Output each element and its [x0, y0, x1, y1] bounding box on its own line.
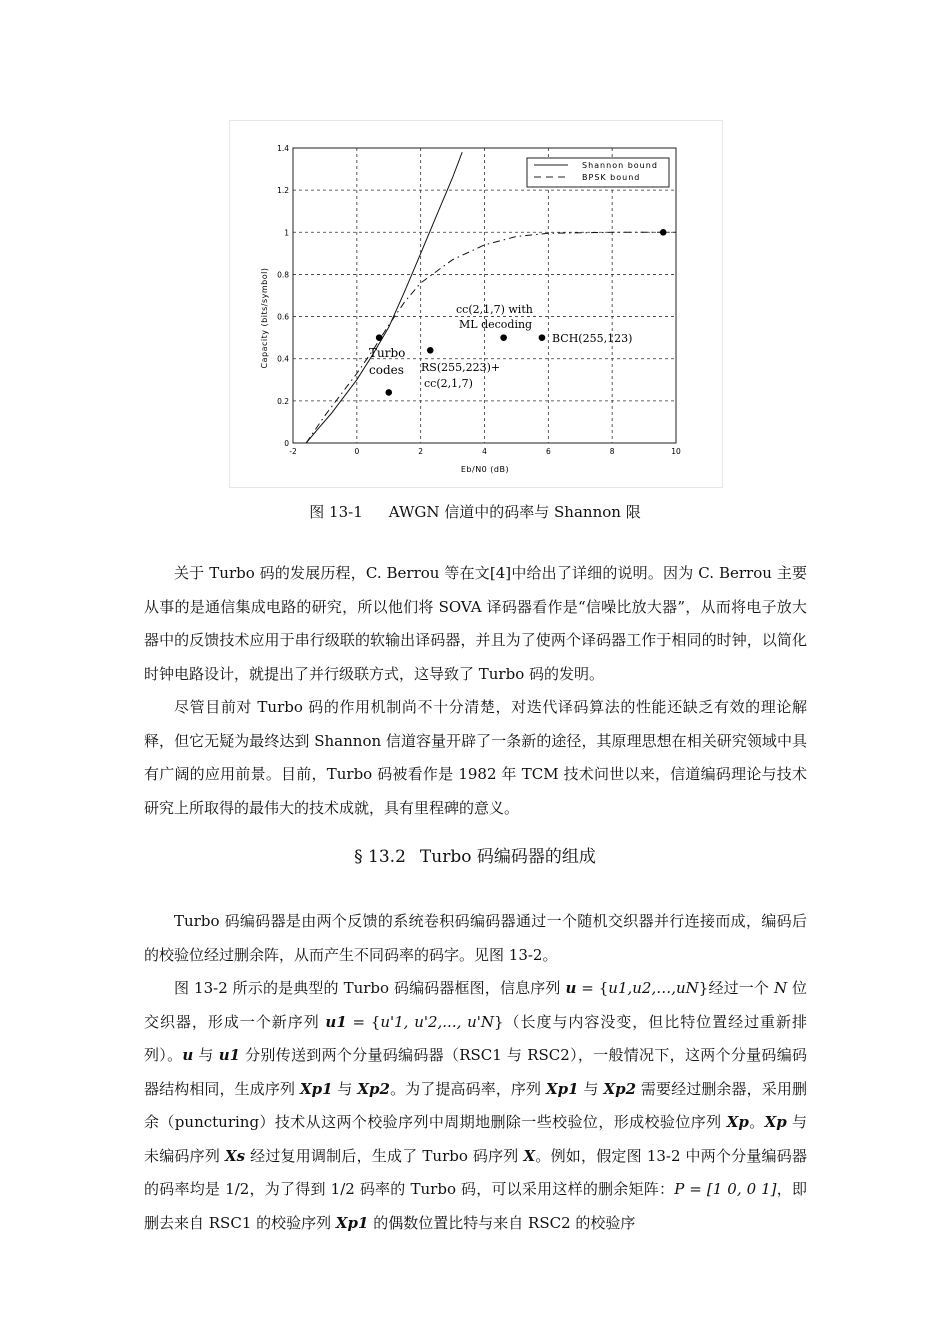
x-tick-label: 6 [545, 447, 551, 456]
symbol-u: u [565, 979, 577, 997]
y-tick-label: 0.8 [277, 270, 289, 280]
x-tick-label: 2 [418, 447, 424, 456]
x-tick-label: 10 [671, 447, 681, 456]
annotation-rs: RS(255,223)+ [421, 361, 501, 374]
paragraph-encoder-intro: Turbo 码编码器是由两个反馈的系统卷积码编码器通过一个随机交织器并行连接而成，编码后的校验位经过删余阵，从而产生不同码率的码字。见图 13-2。 [144, 912, 807, 964]
puncture-matrix: P = [1 0, 0 1] [674, 1180, 777, 1198]
symbol-N: N [773, 979, 788, 997]
symbol-x: X [523, 1146, 536, 1165]
legend [527, 158, 669, 187]
sequence-u: u1,u2,…,uN [608, 979, 699, 997]
annotation-codes: codes [369, 363, 404, 377]
paragraph-encoder-detail: 图 13-2 所示的是典型的 Turbo 码编码器框图，信息序列 u = {u1,u2,…,uN}经过一个 N 位交织器，形成一个新序列 u1 = {u'1, u'2,..., u'N}（长度与内容没变，但比特位置经过重新排列）。u 与 u1 分别传送到两个分量码编码器（RSC1 与 RSC2），一般情况下，这两个分量码编码器结构相同，生成序列 Xp1 与 Xp2。为了提高码率，序列 Xp1 与 Xp2 需要经过删余器，采用删余（puncturing）技术从这两个校验序列中周期地删除一些校验位，形成校验位序列 Xp。Xp 与未编码序列 Xs 经过复用调制后，生成了 Turbo 码序列 X。例如，假定图 13-2 中两个分量编码器的码率均是 1/2，为了得到 1/2 码率的 Turbo 码，可以采用这样的删余矩阵：P = [1 0, 0 1]，即删去来自 RSC1 的校验序列 Xp1 的偶数位置比特与来自 RSC2 的校验序 [144, 979, 807, 1232]
paragraph-significance: 尽管目前对 Turbo 码的作用机制尚不十分清楚，对迭代译码算法的性能还缺乏有效的理论解释，但它无疑为最终达到 Shannon 信道容量开辟了一条新的途径，其原理思想在相关研究领域中具有广阔的应用前景。目前，Turbo 码被看作是 1982 年 TCM 技术问世以来，信道编码理论与技术研究上所取得的最伟大的技术成就，具有里程碑的意义。 [144, 698, 807, 817]
data-point [427, 347, 434, 354]
y-tick-label: 1 [284, 228, 289, 238]
chart-grid [293, 148, 676, 443]
annotation-turbo: Turbo [369, 346, 406, 360]
data-point [376, 334, 383, 341]
paragraph-history: 关于 Turbo 码的发展历程，C. Berrou 等在文[4]中给出了详细的说明。因为 C. Berrou 主要从事的是通信集成电路的研究，所以他们将 SOVA 译码器看作是“信噪比放大器”，从而将电子放大器中的反馈技术应用于串行级联的软输出译码器，并且为了使两个译码器工作于相同的时钟，以简化时钟电路设计，就提出了并行级联方式，这导致了 Turbo 码的发明。 [144, 564, 807, 683]
sequence-u1: u'1, u'2,..., u'N [380, 1012, 495, 1031]
legend-bpsk: BPSK bound [582, 173, 641, 182]
data-point [385, 389, 392, 396]
x-axis-label: Eb/N0 (dB) [460, 465, 510, 474]
capacity-chart [230, 121, 722, 487]
y-tick-label: 1.4 [277, 144, 289, 153]
y-tick-label: 0.6 [277, 312, 289, 322]
data-point [539, 334, 546, 341]
section-title: Turbo 码编码器的组成 [419, 847, 596, 867]
encoder-paragraphs [144, 905, 807, 1240]
annotation-rs-cc: cc(2,1,7) [424, 377, 473, 390]
y-tick-label: 1.2 [277, 186, 289, 196]
annotation-ml-decoding: ML decoding [459, 318, 533, 331]
curves [306, 152, 676, 443]
y-axis-label: Capacity (bits/symbol) [260, 267, 269, 369]
shannon-bound-curve [306, 152, 462, 443]
symbol-xs: Xs [225, 1146, 246, 1165]
annotation-bch: BCH(255,123) [552, 332, 633, 345]
intro-paragraphs [144, 557, 807, 825]
data-point [660, 229, 667, 236]
symbol-xp1: Xp1 [299, 1079, 333, 1098]
y-tick-label: 0 [284, 439, 289, 448]
x-tick-label: 4 [482, 447, 487, 456]
y-tick-label: 0.2 [277, 396, 289, 406]
caption-number: 图 13-1 [309, 503, 363, 521]
legend-shannon: Shannon bound [582, 161, 658, 170]
figure-caption [0, 501, 950, 522]
y-tick-label: 0.4 [277, 354, 289, 364]
x-tick-label: -2 [289, 447, 297, 456]
x-tick-label: 0 [354, 447, 360, 456]
section-number: § 13.2 [354, 847, 406, 867]
caption-text: AWGN 信道中的码率与 Shannon 限 [388, 503, 641, 521]
tick-labels [277, 144, 681, 456]
x-tick-label: 8 [609, 447, 615, 456]
figure-container [229, 120, 723, 488]
section-heading [0, 842, 950, 867]
symbol-xp2: Xp2 [357, 1079, 390, 1098]
annotation-cc-ml: cc(2,1,7) with [456, 303, 533, 316]
symbol-xp: Xp [726, 1113, 749, 1131]
symbol-u1: u1 [325, 1012, 347, 1031]
data-point [500, 334, 507, 341]
